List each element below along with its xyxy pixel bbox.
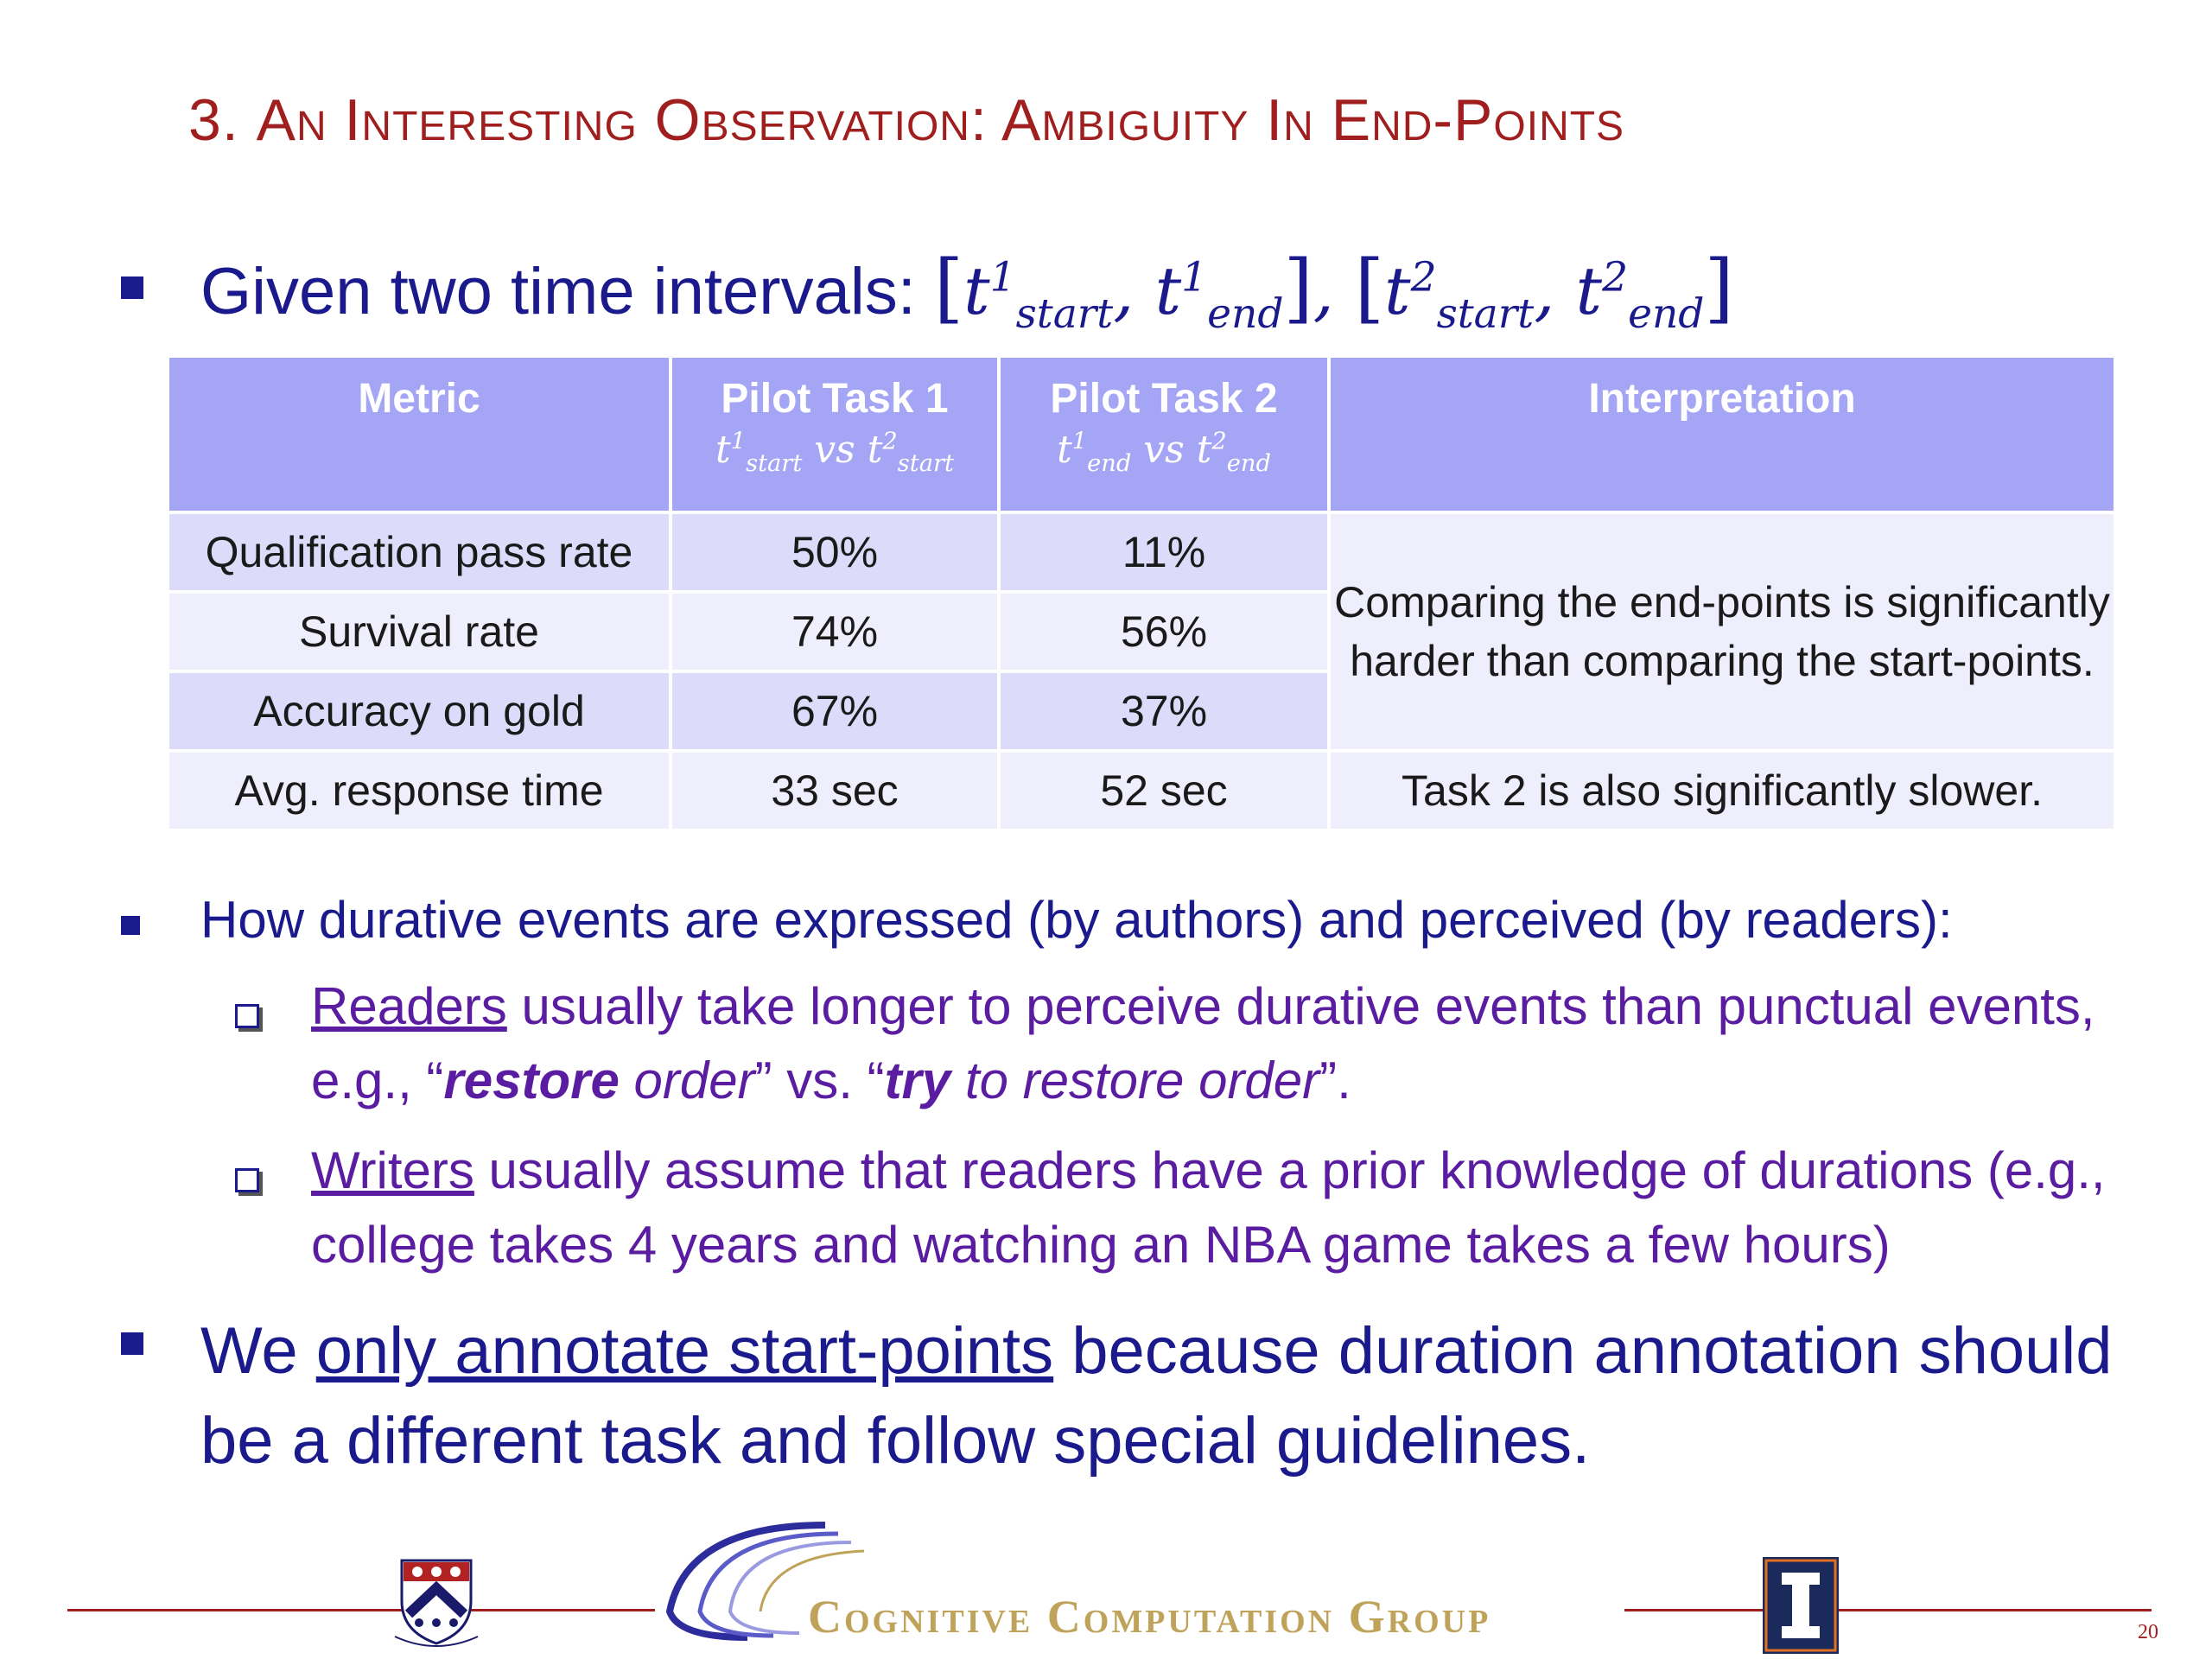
intervals-formula: [$t^1_{start}$, $t^1_{end}$], [$t^2_{start}$, $t^2_{end}$]	[933, 244, 1734, 339]
checkbox-bullet-icon	[235, 1168, 259, 1192]
footer-line-left	[67, 1609, 655, 1611]
illinois-logo	[1763, 1557, 1839, 1654]
sub-item-writers: Writers usually assume that readers have a prior knowledge of durations (e.g., college takes 4 years and watching an NBA game takes a few hours)	[311, 1141, 2106, 1274]
cell-metric: Accuracy on gold	[168, 671, 671, 751]
cell-task1: 67%	[671, 671, 999, 751]
header-pilot-task-1: Pilot Task 1 $t^1_{start}$ vs $t^2_{start}$	[671, 356, 999, 512]
cell-metric: Avg. response time	[168, 751, 671, 830]
sub-item-readers: Readers usually take longer to perceive durative events than punctual events, e.g., “restore order” vs. “try to restore order”.	[311, 977, 2095, 1109]
cell-task2: 56%	[999, 592, 1329, 671]
slide-title-text: An Interesting Observation: Ambiguity In End-Points	[256, 87, 1625, 153]
cell-task1: 33 sec	[671, 751, 999, 830]
bullet-durative-events: How durative events are expressed (by authors) and perceived (by readers):	[200, 891, 1953, 949]
cell-interpretation: Comparing the end-points is significantly harder than comparing the start-points.	[1329, 512, 2115, 751]
bullet-annotate-start-points: We only annotate start-points because duration annotation should be a different task and follow special guidelines.	[200, 1314, 2113, 1478]
cell-metric: Survival rate	[168, 592, 671, 671]
checkbox-bullet-icon	[235, 1004, 259, 1028]
cell-task2: 52 sec	[999, 751, 1329, 830]
bullet-square-icon	[121, 1332, 143, 1355]
header-pilot-task-2: Pilot Task 2 $t^1_{end}$ vs $t^2_{end}$	[999, 356, 1329, 512]
header-interpretation: Interpretation	[1329, 356, 2115, 512]
cell-task1: 50%	[671, 512, 999, 592]
header-metric: Metric	[168, 356, 671, 512]
penn-shield-logo	[393, 1554, 480, 1649]
footer-line-right	[1624, 1609, 2152, 1611]
cell-metric: Qualification pass rate	[168, 512, 671, 592]
table-row	[168, 751, 2115, 830]
bullet-intervals	[200, 244, 1734, 338]
table-row	[168, 512, 2115, 592]
slide-title-number: 3.	[188, 87, 239, 153]
page-number: 20	[2138, 1621, 2158, 1643]
header-pilot-task-2-formula: $t^1_{end}$ vs $t^2_{end}$	[1057, 428, 1271, 477]
cell-task1: 74%	[671, 592, 999, 671]
metrics-table	[166, 354, 2117, 832]
intervals-label: Given two time intervals:	[200, 255, 934, 328]
table-header-row	[168, 356, 2115, 512]
header-pilot-task-1-formula: $t^1_{start}$ vs $t^2_{start}$	[715, 428, 954, 477]
cell-interpretation-2: Task 2 is also significantly slower.	[1329, 751, 2115, 830]
slide-title	[188, 86, 1624, 154]
bullet-square-icon	[121, 916, 140, 935]
ccg-group-name: Cognitive Computation Group	[808, 1591, 1491, 1643]
cell-task2: 37%	[999, 671, 1329, 751]
bullet-square-icon	[121, 276, 143, 299]
cell-task2: 11%	[999, 512, 1329, 592]
